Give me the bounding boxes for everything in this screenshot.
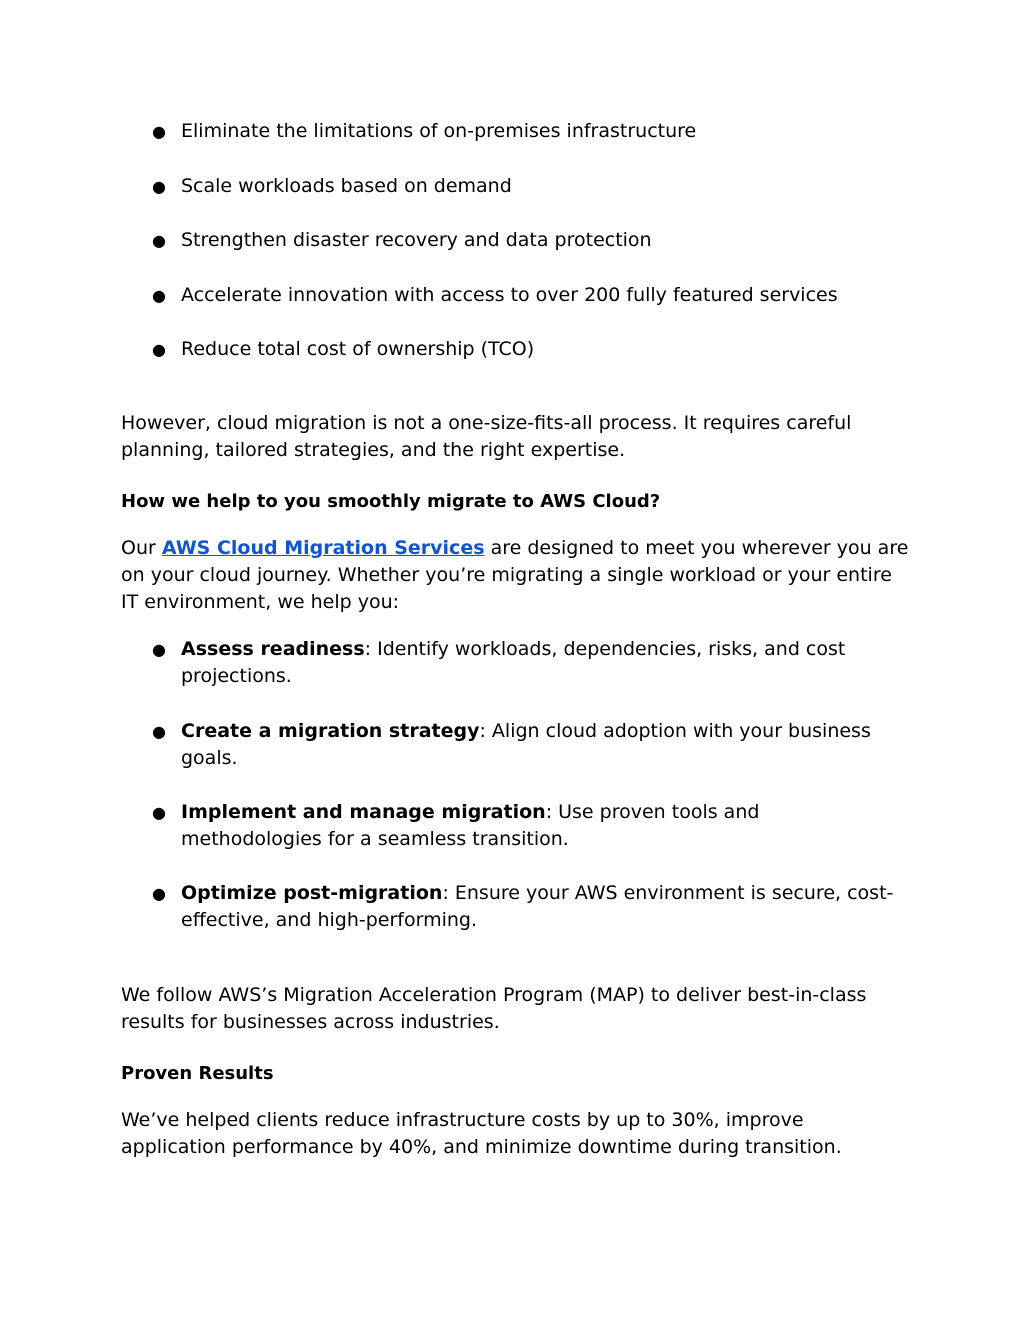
map-paragraph: We follow AWS’s Migration Acceleration Program (MAP) to deliver best-in-class results for businesses across industries. (121, 984, 867, 1033)
list-item-title: Implement and manage migration (181, 801, 546, 823)
list-item-description: : Ensure your AWS environment is secure, cost-effective, and high-performing. (181, 882, 894, 931)
list-item-title: Create a migration strategy (181, 720, 480, 742)
list-item-title: Optimize post-migration (181, 882, 443, 904)
bullet-icon: ● (152, 122, 166, 141)
services-paragraph-rest: are designed to meet you wherever you are on your cloud journey. Whether you’re migrating a single workload or your entire IT environment, we help you: (121, 537, 909, 613)
services-paragraph (121, 535, 911, 616)
services-paragraph-lead: Our (121, 537, 162, 559)
bullet-icon: ● (152, 286, 166, 305)
list-item-description: : Align cloud adoption with your business goals. (181, 720, 871, 769)
help-heading: How we help to you smoothly migrate to AWS Cloud? (121, 491, 661, 512)
list-item-description: : Identify workloads, dependencies, risks, and cost projections. (181, 638, 846, 687)
list-item-text: Reduce total cost of ownership (TCO) (181, 338, 535, 360)
list-item-description: : Use proven tools and methodologies for a seamless transition. (181, 801, 760, 850)
however-paragraph: However, cloud migration is not a one-size-fits-all process. It requires careful planning, tailored strategies, and the right expertise. (121, 412, 852, 461)
bullet-icon: ● (152, 340, 166, 359)
bullet-icon: ● (152, 177, 166, 196)
list-item-text: Eliminate the limitations of on-premises infrastructure (181, 120, 697, 142)
list-item-text (181, 799, 901, 853)
list-item-text (181, 880, 901, 934)
aws-cloud-migration-services-link[interactable]: AWS Cloud Migration Services (161, 537, 485, 559)
bullet-icon: ● (152, 884, 166, 903)
list-item-text (181, 636, 901, 690)
list-item-text: Scale workloads based on demand (181, 175, 512, 197)
bullet-icon: ● (152, 231, 166, 250)
list-item-title: Assess readiness (181, 638, 365, 660)
list-item-text: Accelerate innovation with access to over 200 fully featured services (181, 284, 838, 306)
list-item-text: Strengthen disaster recovery and data protection (181, 229, 652, 251)
list-item-text (181, 718, 901, 772)
results-paragraph: We’ve helped clients reduce infrastructure costs by up to 30%, improve application performance by 40%, and minimize downtime during transition. (121, 1109, 842, 1158)
bullet-icon: ● (152, 803, 166, 822)
results-heading: Proven Results (121, 1063, 274, 1084)
bullet-icon: ● (152, 640, 166, 659)
bullet-icon: ● (152, 722, 166, 741)
